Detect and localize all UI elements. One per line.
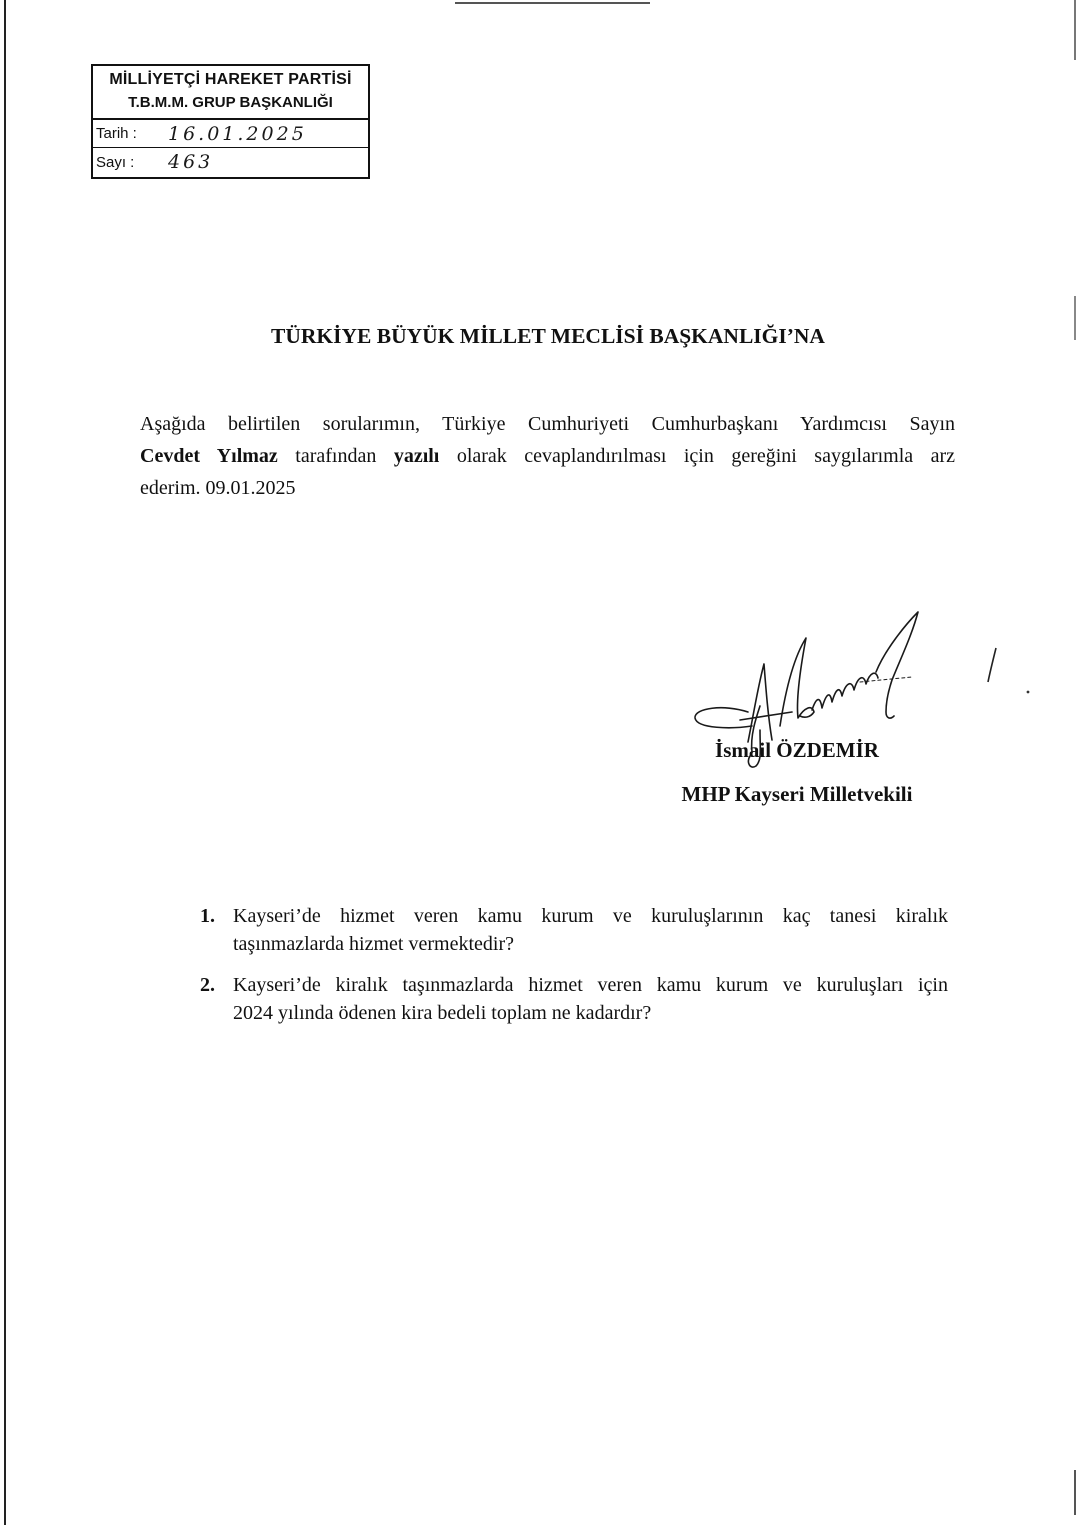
question-text: [233, 972, 948, 1027]
scan-edge-right: [1074, 0, 1076, 60]
scan-edge-right: [1074, 1470, 1076, 1515]
scan-stroke: [988, 648, 996, 682]
request-text-date: ederim. 09.01.2025: [140, 477, 296, 499]
question-list: [200, 903, 948, 1027]
handwritten-signature: [680, 600, 940, 770]
question-line: taşınmazlarda hizmet vermektedir?: [233, 932, 514, 955]
question-text: [233, 903, 948, 958]
stamp-date-value: 16.01.2025: [168, 122, 307, 145]
signature-stroke: [740, 712, 792, 720]
scan-edge-left: [4, 0, 6, 1525]
signature-stroke: [876, 612, 918, 718]
signature-stroke: [748, 730, 760, 767]
question-number: 2.: [200, 974, 215, 996]
stamp-party-name: MİLLİYETÇİ HAREKET PARTİSİ: [109, 71, 352, 88]
signature-stroke: [695, 708, 752, 728]
request-paragraph: [140, 408, 955, 504]
scan-dot: [1027, 691, 1030, 694]
stamp-date-row: [93, 120, 368, 148]
question-number: 1.: [200, 905, 215, 927]
question-line: 2024 yılında ödenen kira bedeli toplam ne kadardır?: [233, 1001, 652, 1024]
request-line-2: [140, 440, 955, 472]
request-text: tarafından: [295, 445, 377, 467]
stamp-header: [93, 66, 368, 120]
signature-stroke: [812, 673, 878, 710]
signatory-name: İsmail ÖZDEMİR: [715, 738, 879, 762]
question-line: Kayseri’de hizmet veren kamu kurum ve kuruluşlarının kaç tanesi kiralık: [233, 905, 948, 927]
scan-edge-top: [455, 2, 650, 4]
signatory-position: MHP Kayseri Milletvekili: [681, 782, 913, 806]
stamp-number-row: [93, 148, 368, 176]
question-item: [200, 903, 948, 958]
request-line-3: [140, 472, 955, 504]
scan-mark: [980, 644, 1040, 700]
stamp-number-label: Sayı :: [96, 153, 135, 171]
stamp-date-label: Tarih :: [96, 125, 137, 142]
question-item: [200, 972, 948, 1027]
request-text: Aşağıda belirtilen sorularımın, Türkiye Cumhuriyeti Cumhurbaşkanı Yardımcısı Sayın: [140, 413, 955, 435]
question-line: Kayseri’de kiralık taşınmazlarda hizmet veren kamu kurum ve kuruluşları için: [233, 974, 948, 996]
request-text: olarak cevaplandırılması için gereğini saygılarımla arz: [456, 445, 956, 467]
stamp-group-name: T.B.M.M. GRUP BAŞKANLIĞI: [128, 94, 333, 111]
answer-type: yazılı: [393, 445, 440, 467]
registry-stamp: [91, 64, 370, 179]
stamp-number-value: 463: [168, 151, 214, 173]
request-line-1: [140, 408, 955, 440]
addressee-name: Cevdet Yılmaz: [140, 445, 278, 467]
document-title: TÜRKİYE BÜYÜK MİLLET MECLİSİ BAŞKANLIĞI’NA: [271, 324, 825, 348]
